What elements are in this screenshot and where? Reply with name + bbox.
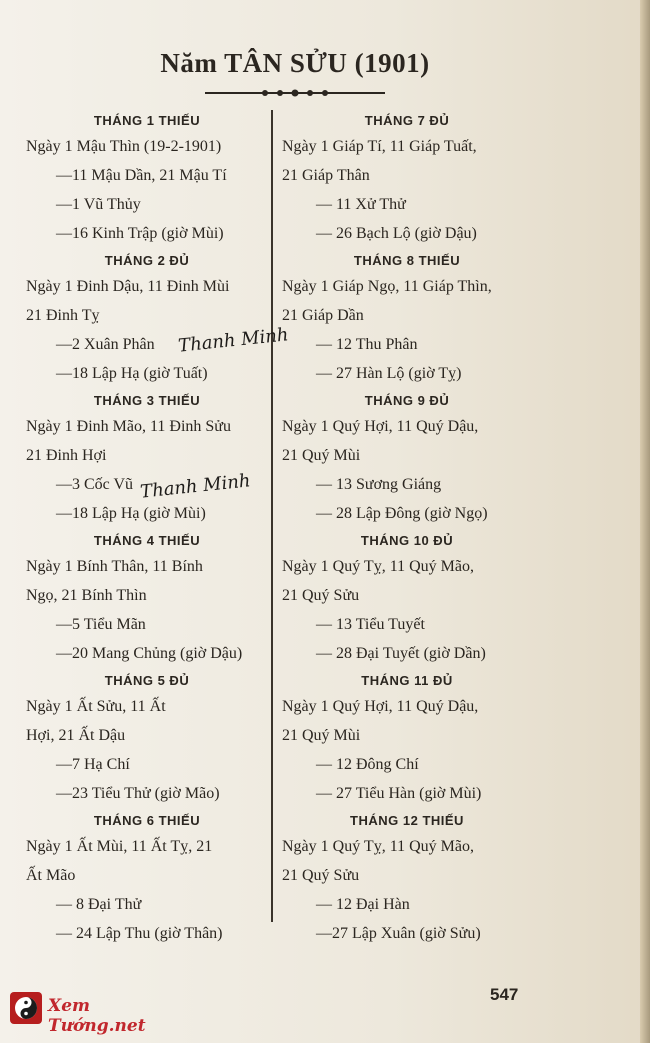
solar-term-line: —18 Lập Hạ (giờ Mùi): [56, 505, 206, 522]
day-entry-line: Ngày 1 Mậu Thìn (19-2-1901): [26, 138, 222, 155]
solar-term-line: — 12 Thu Phân: [316, 336, 418, 353]
solar-term-line: —16 Kinh Trập (giờ Mùi): [56, 225, 224, 242]
solar-term-line: — 12 Đại Hàn: [316, 896, 410, 913]
day-entry-line: 21 Giáp Dần: [282, 307, 364, 324]
month-heading: THÁNG 2 ĐỦ: [104, 253, 190, 268]
handwritten-note: Thanh Minh: [139, 470, 252, 503]
solar-term-line: — 28 Lập Đông (giờ Ngọ): [316, 505, 488, 522]
solar-term-line: — 27 Tiểu Hàn (giờ Mùi): [316, 785, 482, 802]
month-heading: THÁNG 1 THIẾU: [93, 113, 201, 128]
solar-term-line: — 26 Bạch Lộ (giờ Dậu): [316, 225, 477, 242]
day-entry-line: 21 Đinh Tỵ: [26, 307, 100, 324]
right-column: [282, 108, 532, 948]
left-column: [26, 108, 268, 948]
solar-term-line: —11 Mậu Dần, 21 Mậu Tí: [56, 167, 227, 184]
day-entry-line: 21 Quý Mùi: [282, 727, 361, 744]
solar-term-line: — 13 Tiểu Tuyết: [316, 616, 425, 633]
handwritten-note: Thanh Minh: [177, 324, 290, 357]
watermark-text: Xem Tướng.net: [48, 996, 146, 1036]
day-entry-line: 21 Quý Sửu: [282, 867, 360, 884]
solar-term-line: — 27 Hàn Lộ (giờ Tỵ): [316, 365, 462, 382]
solar-term-line: —20 Mang Chủng (giờ Dậu): [56, 645, 243, 662]
solar-term-line: —18 Lập Hạ (giờ Tuất): [56, 365, 208, 382]
month-heading: THÁNG 4 THIẾU: [93, 533, 201, 548]
day-entry-line: Ngày 1 Quý Tỵ, 11 Quý Mão,: [282, 838, 474, 855]
solar-term-line: —3 Cốc Vũ: [56, 476, 134, 493]
solar-term-line: —23 Tiểu Thử (giờ Mão): [56, 785, 220, 802]
month-heading: THÁNG 3 THIẾU: [93, 393, 201, 408]
day-entry-line: Ngày 1 Ất Mùi, 11 Ất Tỵ, 21: [26, 838, 213, 855]
month-heading: THÁNG 12 THIẾU: [350, 813, 464, 828]
watermark-logo: [8, 990, 178, 1036]
day-entry-line: 21 Quý Mùi: [282, 447, 361, 464]
month-heading: THÁNG 7 ĐỦ: [364, 113, 450, 128]
day-entry-line: Ngày 1 Giáp Ngọ, 11 Giáp Thìn,: [282, 278, 492, 295]
day-entry-line: Ngày 1 Quý Hợi, 11 Quý Dậu,: [282, 418, 479, 435]
day-entry-line: Ngày 1 Đinh Dậu, 11 Đinh Mùi: [26, 278, 230, 295]
page-number: 547: [490, 985, 519, 1004]
day-entry-line: Ất Mão: [26, 867, 76, 884]
title-ornament-icon: [205, 88, 385, 98]
day-entry-line: Ngọ, 21 Bính Thìn: [26, 587, 147, 604]
day-entry-line: Ngày 1 Giáp Tí, 11 Giáp Tuất,: [282, 138, 477, 155]
solar-term-line: — 8 Đại Thử: [56, 896, 142, 913]
solar-term-line: — 13 Sương Giáng: [316, 476, 442, 493]
column-divider: [271, 110, 273, 922]
solar-term-line: —1 Vũ Thủy: [56, 196, 141, 213]
yin-yang-icon: [10, 992, 42, 1024]
solar-term-line: —5 Tiểu Mãn: [56, 616, 146, 633]
month-heading: THÁNG 9 ĐỦ: [364, 393, 450, 408]
page-title: Năm TÂN SỬU (1901): [160, 48, 430, 78]
day-entry-line: 21 Đinh Hợi: [26, 447, 107, 464]
solar-term-line: — 24 Lập Thu (giờ Thân): [56, 925, 223, 942]
solar-term-line: — 28 Đại Tuyết (giờ Dần): [316, 645, 486, 662]
month-heading: THÁNG 8 THIẾU: [353, 253, 461, 268]
solar-term-line: —7 Hạ Chí: [56, 756, 130, 773]
month-heading: THÁNG 11 ĐỦ: [361, 673, 453, 688]
month-heading: THÁNG 5 ĐỦ: [104, 673, 190, 688]
day-entry-line: 21 Quý Sửu: [282, 587, 360, 604]
month-heading: THÁNG 6 THIẾU: [93, 813, 201, 828]
solar-term-line: — 12 Đông Chí: [316, 756, 419, 773]
day-entry-line: Ngày 1 Quý Tỵ, 11 Quý Mão,: [282, 558, 474, 575]
day-entry-line: Ngày 1 Đinh Mão, 11 Đinh Sửu: [26, 418, 231, 435]
solar-term-line: —27 Lập Xuân (giờ Sửu): [316, 925, 481, 942]
day-entry-line: Hợi, 21 Ất Dậu: [26, 727, 126, 744]
day-entry-line: Ngày 1 Ất Sửu, 11 Ất: [26, 698, 166, 715]
solar-term-line: — 11 Xử Thử: [316, 196, 406, 213]
solar-term-line: —2 Xuân Phân: [56, 336, 155, 353]
day-entry-line: 21 Giáp Thân: [282, 167, 370, 184]
day-entry-line: Ngày 1 Quý Hợi, 11 Quý Dậu,: [282, 698, 479, 715]
page-edge: [640, 0, 650, 1043]
month-heading: THÁNG 10 ĐỦ: [360, 533, 454, 548]
day-entry-line: Ngày 1 Bính Thân, 11 Bính: [26, 558, 203, 575]
